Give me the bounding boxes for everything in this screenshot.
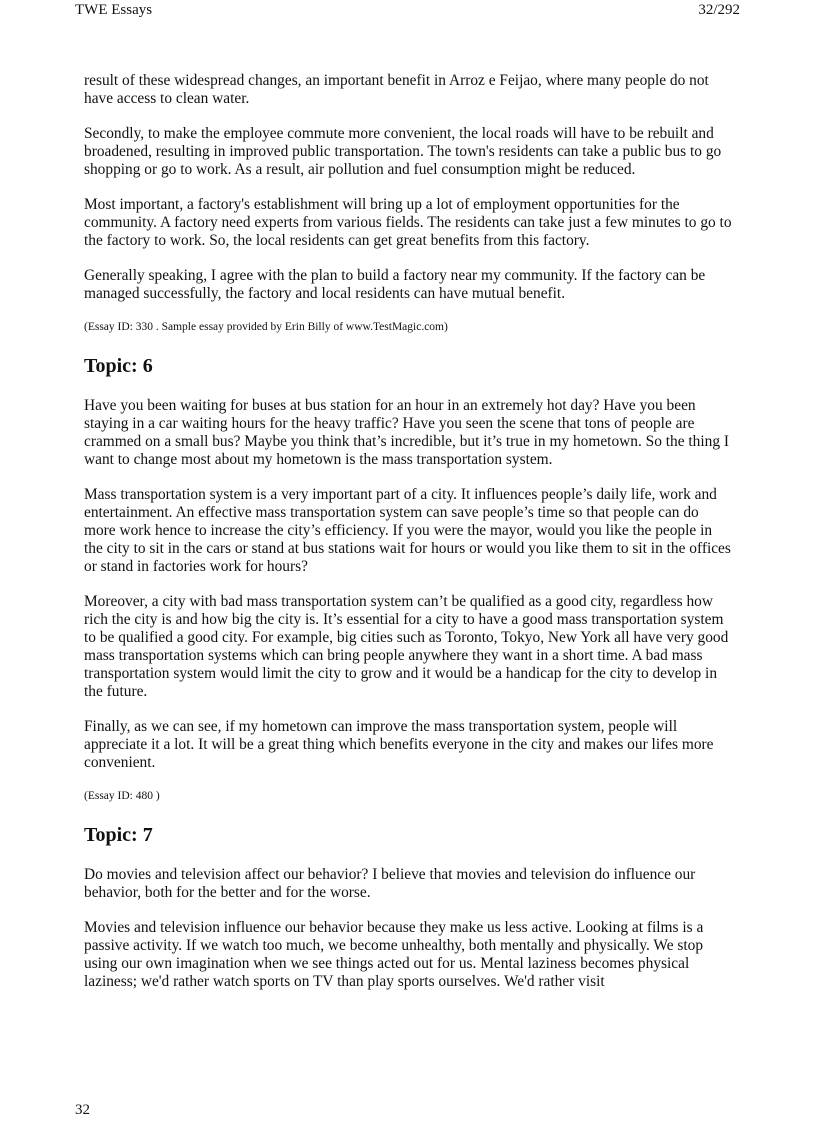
paragraph: Movies and television influence our behavior because they make us less active. Looking at films is a passive activity. If we watch too much, we become unhealthy, both mentally and physically. We stop using our own imagination when we see things acted out for us. Mental laziness becomes physical laziness; we'd rather watch sports on TV than play sports ourselves. We'd rather visit [84, 919, 704, 990]
page-header [75, 0, 740, 20]
essay-id-note: (Essay ID: 330 . Sample essay provided by Erin Billy of www.TestMagic.com) [84, 321, 448, 333]
page-content [84, 72, 734, 1008]
essay-id-note: (Essay ID: 480 ) [84, 790, 160, 802]
topic-heading: Topic: 6 [84, 355, 153, 377]
paragraph: Finally, as we can see, if my hometown can improve the mass transportation system, people will appreciate it a lot. It will be a great thing which benefits everyone in the city and makes our lifes more convenient. [84, 718, 714, 771]
paragraph: Moreover, a city with bad mass transportation system can’t be qualified as a good city, regardless how rich the city is and how big the city is. It’s essential for a city to have a good mass transportation system to be qualified a good city. For example, big cities such as Toronto, Tokyo, New York all have very good mass transportation systems which can bring people anywhere they want in a short time. A bad mass transportation system would limit the city to grow and it would be a handicap for the city to develop in the future. [84, 593, 729, 700]
paragraph: Do movies and television affect our behavior? I believe that movies and television do influence our behavior, both for the better and for the worse. [84, 866, 696, 901]
paragraph: Have you been waiting for buses at bus station for an hour in an extremely hot day? Have you been staying in a car waiting hours for the heavy traffic? Have you seen the scene that tons of people are crammed on a small bus? Maybe you think that’s incredible, but it’s true in my hometown. So the thing I want to change most about my hometown is the mass transportation system. [84, 397, 730, 468]
paragraph: Mass transportation system is a very important part of a city. It influences people’s daily life, work and entertainment. An effective mass transportation system can save people’s time so that people can do more work hence to increase the city’s efficiency. If you were the mayor, would you like the people in the city to sit in the cars or stand at bus stations wait for hours or would you like them to sit in the offices or stand in factories work for hours? [84, 486, 731, 575]
paragraph: Secondly, to make the employee commute more convenient, the local roads will have to be rebuilt and broadened, resulting in improved public transportation. The town's residents can take a public bus to go shopping or go to work. As a result, air pollution and fuel consumption might be reduced. [84, 125, 722, 178]
paragraph: Most important, a factory's establishment will bring up a lot of employment opportunities for the community. A factory need experts from various fields. The residents can take just a few minutes to go to the factory to work. So, the local residents can get great benefits from this factory. [84, 196, 732, 249]
paragraph: result of these widespread changes, an important benefit in Arroz e Feijao, where many people do not have access to clean water. [84, 72, 709, 107]
paragraph: Generally speaking, I agree with the plan to build a factory near my community. If the factory can be managed successfully, the factory and local residents can have mutual benefit. [84, 267, 706, 302]
page-indicator: 32/292 [698, 2, 740, 18]
page-number: 32 [75, 1102, 90, 1118]
topic-heading: Topic: 7 [84, 824, 153, 846]
document-title: TWE Essays [75, 2, 153, 18]
